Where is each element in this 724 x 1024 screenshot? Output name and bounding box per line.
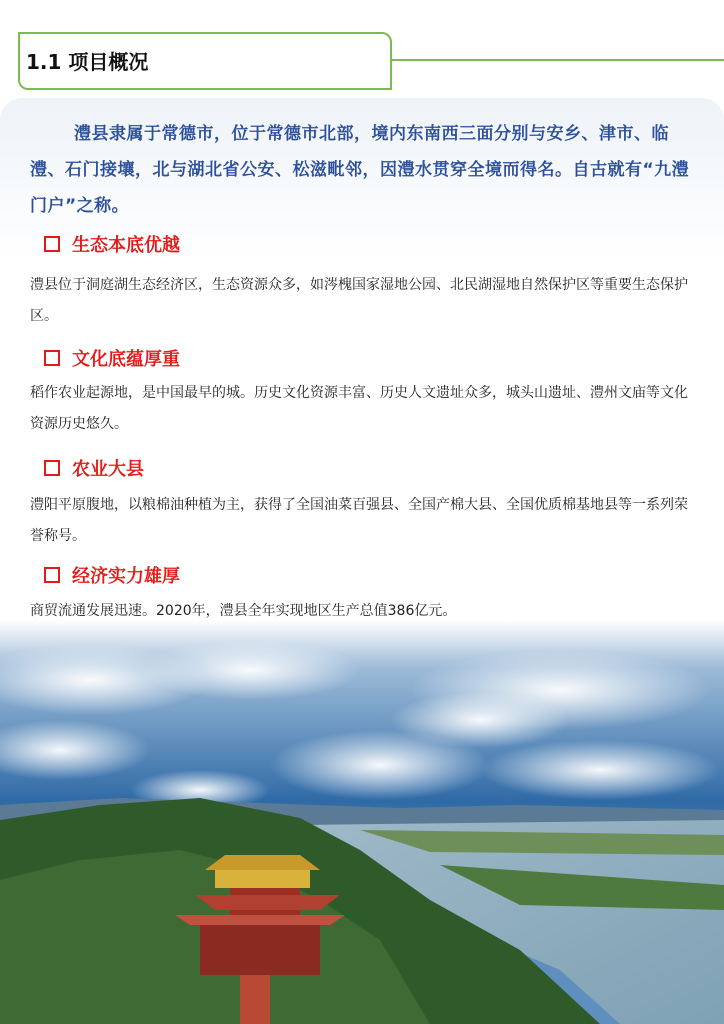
section-text-economy: 商贸流通发展迅速。2020年，澧县全年实现地区生产总值386亿元。: [30, 603, 457, 619]
section-text-culture: 稻作农业起源地，是中国最早的城。历史文化资源丰富、历史人文遗址众多，城头山遗址、澧州文庙等文化资源历史悠久。: [30, 385, 688, 432]
intro-paragraph: 澧县隶属于常德市，位于常德市北部，境内东南西三面分别与安乡、津市、临澧、石门接壤，北与湖北省公安、松滋毗邻，因澧水贯穿全境而得名。自古就有“九澧门户”之称。: [30, 124, 690, 216]
checkbox-icon: [44, 350, 60, 366]
section-heading-label: 生态本底优越: [72, 235, 180, 256]
section-heading-ecology: [44, 231, 180, 257]
section-heading-label: 经济实力雄厚: [72, 566, 180, 587]
section-heading-economy: [44, 562, 180, 588]
header-rule: [392, 59, 724, 61]
section-heading-culture: [44, 345, 180, 371]
section-text-ecology: 澧县位于洞庭湖生态经济区，生态资源众多，如涔槐国家湿地公园、北民湖湿地自然保护区等重要生态保护区。: [30, 277, 688, 324]
checkbox-icon: [44, 460, 60, 476]
checkbox-icon: [44, 567, 60, 583]
landscape-photo: [0, 620, 724, 1024]
checkbox-icon: [44, 236, 60, 252]
section-text-agriculture: 澧阳平原腹地，以粮棉油种植为主，获得了全国油菜百强县、全国产棉大县、全国优质棉基地县等一系列荣誉称号。: [30, 497, 688, 544]
section-heading-label: 文化底蕴厚重: [72, 349, 180, 370]
section-heading-label: 农业大县: [72, 459, 144, 480]
section-heading-agriculture: [44, 455, 144, 481]
page-title: 1.1 项目概况: [26, 50, 149, 74]
